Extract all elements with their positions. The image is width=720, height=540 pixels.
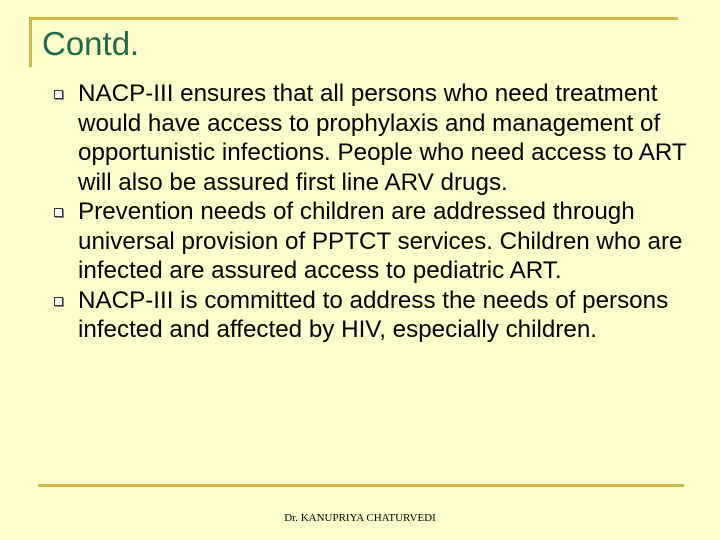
bullet-item-3 [52, 286, 712, 345]
title-top-rule [30, 17, 678, 20]
hollow-square-bullet-icon [54, 90, 63, 99]
hollow-square-bullet-icon [54, 208, 63, 217]
footer [0, 512, 720, 524]
bullet-text-1: NACP-III ensures that all persons who need treatment would have access to prophylaxis and management of opportunistic infections. People who need access to ART will also be assured first line ARV drugs. [78, 80, 687, 196]
bullet-item-1 [52, 79, 712, 197]
title-left-bar [29, 17, 32, 67]
footer-rule [38, 484, 684, 487]
hollow-square-bullet-icon [54, 297, 63, 306]
footer-author: Dr. KANUPRIYA CHATURVEDI [284, 512, 436, 524]
bullet-text-3: NACP-III is committed to address the needs of persons infected and affected by HIV, especially children. [78, 286, 669, 343]
bullet-text-2: Prevention needs of children are addressed through universal provision of PPTCT services. Children who are infected are assured access to pediatric ART. [78, 198, 683, 284]
slide-title: Contd. [42, 25, 140, 62]
bullet-item-2 [52, 197, 712, 286]
bullet-list [52, 79, 712, 345]
